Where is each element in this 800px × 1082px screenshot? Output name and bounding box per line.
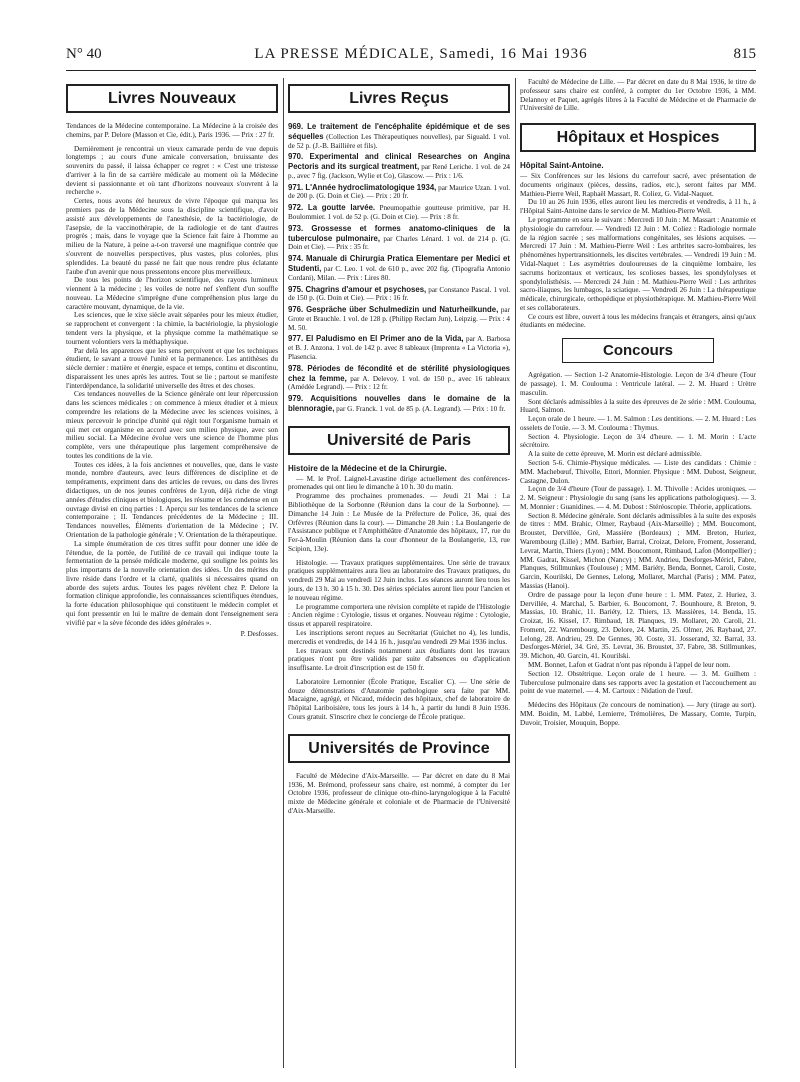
news-paragraph: Programme des prochaines promenades. — Jeudi 21 Mai : La Bibliothèque de la Sorbonne (Réunion dans la cour de la Sorbonne). — Dimanche 14 Juin : Le Musée de la Préfecture de Police, 36, quai des Orfèvres (Réunion dans la cour). — Dimanche 28 Juin : La Boulangerie de l'Assistance publique et l'Amphithéâtre d'Anatomie des hôpitaux, 17, rue du Fer-à-Moulin (Réunion dans la cour d'honneur de la Boulangerie, 13, rue Scipion, 13e). — [288, 492, 510, 553]
news-paragraph: Les travaux sont destinés notamment aux étudiants dont les travaux pratiques n'ont pu être validés par suite d'absences ou d'application insuffisante. Le droit d'inscription est de 150 fr. — [288, 646, 510, 673]
page-header — [66, 40, 756, 71]
concours-paragraph: MM. Bonnet, Lafon et Gadrat n'ont pas répondu à l'appel de leur nom. — [528, 660, 731, 669]
concours-paragraph: Agrégation. — Section 1-2 Anatomie-Histologie. Leçon de 3/4 d'heure (Tour de passage). 1. M. Coulouma : Ventricule latéral. — 2. M. Huard : Urètre masculin. — [520, 371, 756, 397]
news-paragraph: Histologie. — Travaux pratiques supplémentaires. Une série de travaux pratiques supplémentaires aura lieu au laboratoire des Travaux pratiques, du vendredi 29 Mai au vendredi 12 Juin inclus. Les séances auront lieu tous les jours, de 13 h. 30 à 15 h. 30. Des séries spéciales auront lieu pour l'ancien et le nouveau régime. — [288, 558, 510, 602]
column-divider — [515, 78, 516, 1068]
column-livres-nouveaux — [66, 78, 278, 638]
news-paragraph: Faculté de Médecine d'Aix-Marseille. — Par décret en date du 8 Mai 1936, M. Brémond, professeur sans chaire, est nommé, à compter du 1er Octobre 1936, professeur de clinique oto-rhino-laryngologique à la Faculté mixte de Médecine générale et coloniale et de Pharmacie de l'Université d'Aix-Marseille. — [288, 771, 510, 815]
news-paragraph: — Six Conférences sur les lésions du carrefour sacré, avec présentation de documents originaux (pièces, dessins, radios, etc.), seront faites par MM. Mathieu-Pierre Weil, Raphaël Massart, R. Coliez, G. Vidal-Naquet. — [520, 172, 756, 198]
book-entry: 976. Gespräche über Schulmedizin und Naturheilkunde, par Grote et Brauchle. 1 vol. de 128 p. (Philipp Reclam Jun), Leipzig. — Prix : 4 M. 50. — [288, 305, 510, 332]
page-number: 815 — [733, 46, 756, 62]
review-paragraph: Certes, nous avons été heureux de vivre l'époque qui marqua les premiers pas de la Médecine sous la discipline scientifique, d'avoir assisté aux développements de l'anesthésie, de la bactériologie, de l'asepsie, de la vaccinothérapie, de la radiologie et de tant d'autres progrès ; mais, dans le voyage que la Science fait faire à l'homme au milieu de la Nature, à peine a-t-on traversé une magnifique contrée que s'ouvrent de nouvelles perspectives, plus vastes, plus colorées, plus splendides. La beauté du passé ne fait que nous rendre plus éclatante l'aube d'un avenir que nous pressentons encore plus merveilleux. — [66, 197, 278, 276]
concours-paragraph: Section 5-6. Chimie-Physique médicales. — Liste des candidats : Chimie : MM. Machebœuf, Thivolle, Ettori, Monnier. Physique : MM. Dubost, Seigneur, Castagne, Dulon. — [520, 459, 756, 485]
book-entry: 970. Experimental and clinical Researches on Angina Pectoris and its surgical treatment, par René Leriche. 1 vol. de 24 p., avec 7 fig. (Jackson, Wylie et Co), Glascow. — Prix : 1/6. — [288, 152, 510, 180]
news-paragraph: — M. le Prof. Laignel-Lavastine dirige actuellement des conférences-promenades qui ont lieu le dimanche à 10 h. 30 du matin. — [288, 474, 510, 492]
book-entry: 974. Manuale di Chirurgia Pratica Elementare per Medici et Studenti, par C. Leo. 1 vol. de 610 p., avec 202 fig. (Tipografia Antonio Cordani), Milan. — Prix : Lires 80. — [288, 254, 510, 282]
concours-paragraph: Sont déclarés admissibles à la suite des épreuves de 2e série : MM. Coulouma, Huard, Salmon. — [520, 397, 756, 415]
concours-paragraph: Ordre de passage pour la leçon d'une heure : 1. MM. Patez, 2. Huriez, 3. Dervillée, 4. Marchal, 5. Barbier, 6. Boucomont, 7. Bounhoure, 8. Breton, 9. Massias, 10. Brahic, 11. Bariéty, 12. Thiers, 13. Massières, 14. Benda, 15. Croizat, 16. Kissel, 17. Rimbaud, 18. Planques, 19. Mollaret, 20. Caroli, 21. Froment, 22. Warembourg, 23. Delore, 24. Martin, 25. Olmer, 26. Raybaud, 27. Lelong, 28. Andrieu, 29. De Gennes, 30. Coste, 31. Josserand, 32. Barral, 33. Desforges-Mériel, 34. Gré, 35. Levrat, 36. Broustet, 37. Fabre, 38. Stillmunkes, 39. Michon, 40. Garcin, 41. Kourilski. — [520, 590, 756, 661]
concours-paragraph: Section 12. Obstétrique. Leçon orale de 1 heure. — 3. M. Guilhem : Tuberculose pulmonaire dans ses rapports avec la gestation et l'accouchement au point de vue maternel. — 4. M. Cartoux : Nidation de l'œuf. — [520, 669, 756, 696]
news-paragraph: Le programme en sera le suivant : Mercredi 10 Juin : M. Massart : Anatomie et physiologie du carrefour. — Vendredi 12 Juin : M. Coliez : Radiologie normale de la région sacrée ; ses malformations congénitales, ses lésions acquises. — Mercredi 17 Juin : M. Mathieu-Pierre Weil : Les arthrites sacro-lombaires, les phénomènes hypertransitionnels, les discites vertébrales. — Vendredi 19 Juin : M. Vidal-Naquet : Les asymétries douloureuses de la cinquième lombaire, les sacrums horizontaux et verticaux, les scolioses basses, les spondylolyses et spondylolisthésis. — Mercredi 24 Juin : M. Mathieu-Pierre Weil : Les arthrites sacro-iliaques, les lumbagos, la sciatique. — Vendredi 26 Juin : La thérapeutique médicale, chirurgicale, orthopédique et physiothérapique. M. Mathieu-Pierre Weil et ses collaborateurs. — [520, 216, 756, 312]
review-paragraph: Les sciences, que le xixe siècle avait séparées pour les mieux étudier, se rapprochent et convergent : la chimie, la bactériologie, la physiologie tendent vers la physique, et la physique comme la mathématique se tournent volontiers vers la méthaphysique. — [66, 311, 278, 346]
review-paragraph: La simple énumération de ces titres suffit pour donner une idée de l'étendue, de la portée, de l'utilité de ce travail qui indique toute la fermentation de la pensée médicale moderne, qui souligne les points les plus importants de la nouvelle orientation des idées. Un des mérites du livre réside dans l'ordre et la clarté, qualités si nécessaires quand on aborde des sujets ardus. Toutes les pages révèlent chez P. Delore la formation clinique approfondie, les connaissances scientifiques étendues, la forte éducation philosophique qui constituent le médecin complet et qui font pressentir en lui le maître de demain dont l'enseignement sera vivifié par « la sève féconde des idées générales ». — [66, 539, 278, 627]
column-livres-recus — [288, 78, 510, 816]
concours-paragraph: Leçon de 3/4 d'heure (Tour de passage). 1. M. Thivolle : Acides uroniques. — 2. M. Seigneur : Physiologie du sang (sans les applications pathologiques). — 3. M. Monnier : Guanidines. — 4. M. Dubost : Stéréoscopie. Théorie, applications. — [520, 485, 756, 511]
section-heading-livres-recus: Livres Reçus — [288, 84, 510, 113]
book-entry: 969. Le traitement de l'encéphalite épidémique et de ses séquelles (Collection Les Thérapeutiques nouvelles), par Siguald. 1 vol. de 52 p. (J.-B. Baillière et fils). — [288, 122, 510, 150]
book-entry: 973. Grossesse et formes anatomo-cliniques de la tuberculose pulmonaire, par Charles Lénard. 1 vol. de 214 p. (G. Doin et Cie). — Prix : 35 fr. — [288, 223, 510, 252]
section-heading-concours: Concours — [562, 338, 714, 363]
concours-paragraph: Leçon orale de 1 heure. — 1. M. Salmon : Les dentitions. — 2. M. Huard : Les osselets de l'ouïe. — 3. M. Coulouma : Thymus. — [520, 415, 756, 432]
subheading-histoire: Histoire de la Médecine et de la Chirurgie. — [288, 463, 447, 473]
concours-paragraph: Médecins des Hôpitaux (2e concours de nomination). — Jury (tirage au sort). MM. Boidin, M. Labbé, Lemierre, Trémolières, De Massary, Comte, Turpin, Duvoir, Troisier, Mouquin, Boppe. — [520, 701, 756, 727]
news-paragraph: Laboratoire Lemonnier (École Pratique, Escalier C). — Une série de douze démonstrations d'Anatomie pathologique sera faite par MM. Macaigne, agrégé, et Nicaud, médecin des hôpitaux, chef de laboratoire de l'hôpital Lariboisière, tous les jours à 14 h., à partir du lundi 8 Juin 1936. Cours gratuit. S'inscrire chez le concierge de l'École pratique. — [288, 677, 510, 721]
subheading-saint-antoine: Hôpital Saint-Antoine. — [520, 161, 604, 171]
section-heading-universite-paris: Université de Paris — [288, 426, 510, 455]
review-paragraph: De tous les points de l'horizon scientifique, des rayons lumineux viennent à la médecine ; les voiles de notre nef s'enflent d'un souffle nouveau. La Médecine s'imprègne d'une compréhension plus large du caractère mouvant, dynamique, de la vie. — [66, 276, 278, 311]
news-paragraph: Faculté de Médecine de Lille. — Par décret en date du 8 Mai 1936, le titre de professeur sans chaire est conféré, à compter du 1er Octobre 1936, à MM. Delannoy et Paquet, agrégés libres à la Faculté de Médecine et de Pharmacie de l'Université de Lille. — [520, 78, 756, 113]
review-signature: P. Desfosses. — [240, 629, 278, 638]
section-heading-hopitaux: Hôpitaux et Hospices — [520, 123, 756, 152]
book-entry: 972. La goutte larvée. Pneumopathie goutteuse primitive, par H. Boulommier. 1 vol. de 52 p. (G. Doin et Cie). — Prix : 8 fr. — [288, 203, 510, 222]
news-paragraph: Les inscriptions seront reçues au Secrétariat (Guichet no 4), les lundis, mercredis et vendredis, de 14 à 16 h., jusqu'au vendredi 29 Mai 1936 inclus. — [288, 628, 510, 646]
book-entry: 975. Chagrins d'amour et psychoses, par Constance Pascal. 1 vol. de 150 p. (G. Doin et Cie). — Prix : 16 fr. — [288, 284, 510, 303]
column-divider — [283, 78, 284, 1068]
book-entry: 977. El Paludismo en El Primer ano de la Vida, par A. Barbosa et B. J. Anzona. 1 vol. de 142 p. avec 8 tableaux (Imprenta « La Victoria »), Plasencia. — [288, 334, 510, 361]
issue-number: N° 40 — [66, 46, 102, 62]
section-heading-livres-nouveaux: Livres Nouveaux — [66, 84, 278, 113]
book-entry: 979. Acquisitions nouvelles dans le domaine de la blennoragie, par G. Franck. 1 vol. de 85 p. (A. Legrand). — Prix : 10 fr. — [288, 394, 510, 413]
concours-paragraph: Section 4. Physiologie. Leçon de 3/4 d'heure. — 1. M. Morin : L'acte sécrétoire. — [520, 432, 756, 450]
review-intro: Tendances de la Médecine contemporaine. La Médecine à la croisée des chemins, par P. Delore (Masson et Cie, édit.), Paris 1936. — Prix : 27 fr. — [66, 122, 278, 139]
news-paragraph: Ce cours est libre, ouvert à tous les médecins français et étrangers, ainsi qu'aux étudiants en médecine. — [520, 312, 756, 330]
concours-paragraph: Section 8. Médecine générale. Sont déclarés admissibles à la suite des exposés de titres : MM. Brahic, Olmer, Raybaud (Aix-Marseille) ; MM. Boucomont, Broustet, Dervillée, Gré, Massière (Bordeaux) ; MM. Breton, Huriez, Warembourg (Lille) ; MM. Barbier, Barral, Croizat, Delore, Froment, Josserand, Levrat, Martin, Thiers (Lyon) ; MM. Boucomont, Rimbaud, Lafon (Montpellier) ; MM. Gadrat, Kissel, Michon (Nancy) ; MM. Andrieu, Desforges-Méricl, Fabre, Planques, Stillmunkes (Toulouse) ; MM. Bariéty, Benda, Bonnet, Caroli, Coste, Garcin, Kourilski, De Gennes, Lelong, Mollaret, Marchal (Paris) ; MM. Patez, Massias (Hanoi). — [520, 511, 756, 590]
concours-paragraph: A la suite de cette épreuve, M. Morin est déclaré admissible. — [528, 450, 702, 459]
journal-title: LA PRESSE MÉDICALE, Samedi, 16 Mai 1936 — [254, 46, 588, 62]
book-entry: 978. Périodes de fécondité et de stérilité physiologiques chez la femme, par A. Delevoy. 1 vol. de 150 p., avec 16 tableaux (Amédée Legrand). — Prix : 12 fr. — [288, 363, 510, 392]
review-paragraph: Par delà les apparences que les sens perçoivent et que les techniques étudient, le savant a trouvé l'unité et la permanence. Les antithèses du siècle dernier : matière et énergie, espace et temps, continu et discontinu, disparaissent les unes après les autres. Tout se lie ; partout se manifeste l'interdépendance, la solidarité universelle des êtres et des choses. — [66, 346, 278, 390]
news-paragraph: Du 10 au 26 Juin 1936, elles auront lieu les mercredis et vendredis, à 11 h., à l'Hôpital Saint-Antoine dans le service de M. Mathieu-Pierre Weil. — [520, 198, 756, 216]
review-paragraph: Dernièrement je rencontrai un vieux camarade perdu de vue depuis longtemps ; au cours d'une amicale conversation, bruissante des souvenirs du passé, il laissa échapper ce regret : « C'est une tristesse d'arriver à la fin de sa carrière médicale au moment où la Médecine devient si passionnante et où tant d'horizons nouveaux s'ouvrent à la recherche ». — [66, 144, 278, 197]
column-hopitaux-concours — [520, 78, 756, 727]
book-entry: 971. L'Année hydroclimatologique 1934, par Maurice Uzan. 1 vol. de 200 p. (G. Doin et Cie). — Prix : 20 fr. — [288, 182, 510, 201]
review-paragraph: Toutes ces idées, à la fois anciennes et nouvelles, que, dans le vaste monde, nombre d'auteurs, avec leurs différences de discipline et de tempéraments, expriment dans des articles de revues, ou dans des livres didactiques, un de nos jeunes confrères de Lyon, déjà riche de vingt années d'études cliniques et biologiques, les résume et les condense en un ouvrage divisé en cinq parties : I. Aperçu sur les tendances de la science contemporaine ; II. Tendances précédentes de la Médecine ; III. Tendances nouvelles, Éléments d'orientation de la Médecine ; IV. Orientation de la pathologie générale ; V. Orientation de la thérapeutique. — [66, 460, 278, 539]
section-heading-universites-province: Universités de Province — [288, 734, 510, 763]
review-paragraph: Ces tendances nouvelles de la Science générale ont leur répercussion dans les sciences médicales : on commence à mieux étudier et à mieux comprendre les relations de la Médecine avec les sciences voisines, à mieux percevoir le principe d'unité qui régit tout l'organisme humain et qui met cet organisme en accord avec son milieu physique, avec son milieu social. La Médecine évolue vers une science de l'homme plus complète, vers une thérapeutique plus largement compréhensive de toutes les conditions de la vie. — [66, 390, 278, 460]
news-paragraph: Le programme comportera une révision complète et rapide de l'Histologie : Ancien régime : Cytologie, tissus et organes. Nouveau régime : Cytologie, tissus et appareil respiratoire. — [288, 602, 510, 629]
